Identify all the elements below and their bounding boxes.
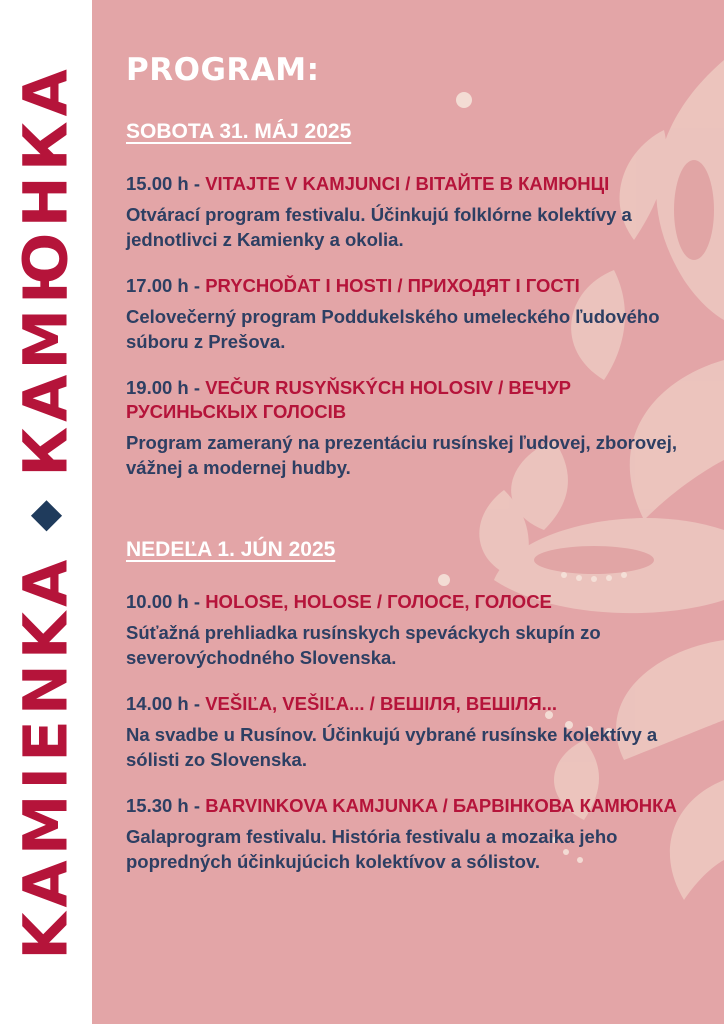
event-title xyxy=(126,274,686,298)
event-name: PRYCHOĎAT I HOSTI / ПРИХОДЯТ І ГОСТІ xyxy=(205,275,580,296)
event-name: HOLOSE, HOLOSE / ГОЛОСЕ, ГОЛОСЕ xyxy=(205,591,552,612)
event-name: VITAJTE V KAMJUNCI / ВІТАЙТЕ В КАМЮНЦІ xyxy=(205,173,610,194)
event-item xyxy=(126,692,686,772)
event-name: VEČUR RUSYŇSKÝCH HOLOSIV / ВЕЧУР РУСИНЬСКЫХ ГОЛОСІВ xyxy=(126,377,571,422)
event-description: Na svadbe u Rusínov. Účinkujú vybrané rusínske kolektívy a sólisti zo Slovenska. xyxy=(126,724,658,770)
event-item xyxy=(126,376,686,480)
side-strip xyxy=(0,0,92,1024)
event-title xyxy=(126,692,686,716)
event-description: Otvárací program festivalu. Účinkujú folklórne kolektívy a jednotlivci z Kamienky a okolia. xyxy=(126,204,632,250)
event-description: Celovečerný program Poddukelského umeleckého ľudového súboru z Prešova. xyxy=(126,306,660,352)
event-title xyxy=(126,172,686,196)
day-label-saturday: SOBOTA 31. MÁJ 2025 xyxy=(126,120,352,143)
event-time: 15.30 h - xyxy=(126,795,206,816)
event-time: 14.00 h - xyxy=(126,693,206,714)
day-label-sunday: NEDEĽA 1. JÚN 2025 xyxy=(126,538,336,561)
event-description: Program zameraný na prezentáciu rusínskej ľudovej, zborovej, vážnej a modernej hudby. xyxy=(126,432,677,478)
event-item xyxy=(126,172,686,252)
event-description: Súťažná prehliadka rusínskych speváckych skupín zo severovýchodného Slovenska. xyxy=(126,622,601,668)
event-title xyxy=(126,376,686,424)
event-time: 19.00 h - xyxy=(126,377,206,398)
event-time: 15.00 h - xyxy=(126,173,206,194)
event-item xyxy=(126,590,686,670)
event-title xyxy=(126,590,686,614)
program-heading: PROGRAM: xyxy=(126,52,320,88)
event-item xyxy=(126,794,686,874)
event-time: 17.00 h - xyxy=(126,275,206,296)
title-latin: KAMIENKA xyxy=(10,554,82,960)
event-description: Galaprogram festivalu. História festivalu a mozaika jeho popredných účinkujúcich kolektívov a sólistov. xyxy=(126,826,618,872)
diamond-icon xyxy=(30,500,61,531)
event-item xyxy=(126,274,686,354)
event-name: BARVINKOVA KAMJUNKA / БАРВІНКОВА КАМЮНКА xyxy=(205,795,677,816)
event-time: 10.00 h - xyxy=(126,591,206,612)
vertical-festival-title xyxy=(10,64,82,960)
program-content xyxy=(126,52,686,896)
event-name: VEŠIĽA, VEŠIĽA... / ВЕШІЛЯ, ВЕШІЛЯ... xyxy=(205,693,558,714)
title-cyrillic: КАМЮНКА xyxy=(10,64,82,477)
event-title xyxy=(126,794,686,818)
